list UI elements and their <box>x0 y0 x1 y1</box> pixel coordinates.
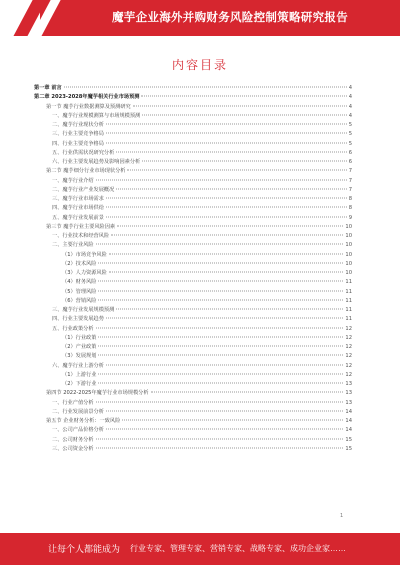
toc-entry-page: 11 <box>345 316 352 323</box>
toc-entry-page: 14 <box>345 427 352 434</box>
toc-entry-page: 10 <box>345 242 352 249</box>
toc-leader-dots <box>106 207 347 208</box>
toc-entry-label: 第四节 2022-2025年魔芋行业市场规模分析 <box>46 390 149 397</box>
toc-entry[interactable] <box>34 306 352 315</box>
toc-entry-page: 4 <box>348 85 352 91</box>
toc-entry[interactable] <box>34 408 352 417</box>
toc-entry[interactable] <box>34 362 352 371</box>
toc-leader-dots <box>116 151 346 152</box>
toc-leader-dots <box>133 105 347 106</box>
toc-entry[interactable] <box>34 84 352 93</box>
toc-entry-label: 第二章 2023-2028年魔芋相关行业市场预测 <box>34 94 140 101</box>
toc-leader-dots <box>109 253 344 254</box>
toc-entry-label: 二、魔芋行业产业发展概况 <box>52 186 115 193</box>
toc-entry-label: 第二节 魔芋细分行业市场现状分析 <box>46 168 126 175</box>
toc-entry-page: 8 <box>348 196 352 202</box>
toc-entry-label: 第三节 魔芋行业主要风险因素 <box>46 223 116 230</box>
toc-leader-dots <box>64 87 347 88</box>
toc-leader-dots <box>96 447 344 448</box>
toc-leader-dots <box>106 216 347 217</box>
toc-entry-page: 4 <box>348 103 352 110</box>
toc-entry-page: 8 <box>348 205 352 212</box>
toc-leader-dots <box>96 244 344 245</box>
toc-entry-page: 7 <box>348 168 352 175</box>
toc-leader-dots <box>106 198 347 199</box>
toc-entry-page: 5 <box>348 131 352 138</box>
toc-entry-page: 12 <box>345 353 352 360</box>
toc-entry[interactable] <box>34 195 352 204</box>
toc-leader-dots <box>98 262 343 263</box>
toc-entry[interactable] <box>34 325 352 334</box>
toc-entry-label: 二、主要行业风险 <box>52 242 94 249</box>
toc-leader-dots <box>122 420 343 421</box>
toc-entry-page: 12 <box>345 371 352 378</box>
toc-entry-page: 6 <box>348 159 352 165</box>
toc-entry-label: （4）财务风险 <box>62 279 97 286</box>
toc-entry[interactable] <box>34 288 352 297</box>
toc-entry-page: 5 <box>348 140 352 147</box>
toc-entry-page: 15 <box>345 445 352 452</box>
toc-entry-label: （1）上游行业 <box>62 371 97 378</box>
toc-leader-dots <box>141 96 346 97</box>
toc-leader-dots <box>96 327 344 328</box>
toc-entry-label: 二、公司财务分析 <box>52 436 94 443</box>
toc-entry-page: 11 <box>345 307 352 313</box>
toc-entry-label: （1）行业政策 <box>62 334 97 341</box>
toc-entry-label: 五、魔芋行业发展前景 <box>52 214 104 221</box>
toc-leader-dots <box>142 161 346 162</box>
page-number: 1 <box>340 513 344 519</box>
toc-entry-page: 10 <box>345 233 352 239</box>
toc-leader-dots <box>96 401 344 402</box>
toc-leader-dots <box>106 318 344 319</box>
toc-entry-page: 10 <box>345 251 352 258</box>
toc-entry-label: 一、公司产品价格分析 <box>52 427 104 434</box>
toc-entry-label: 第一节 魔芋行业数据测算及预测研究 <box>46 103 131 110</box>
toc-entry[interactable] <box>34 223 352 232</box>
report-title: 魔芋企业海外并购财务风险控制策略研究报告 <box>112 12 348 24</box>
toc-leader-dots <box>98 346 343 347</box>
toc-entry[interactable] <box>34 352 352 361</box>
toc-entry[interactable] <box>34 158 352 167</box>
toc-entry[interactable] <box>34 269 352 278</box>
toc-entry-label: 六、魔芋行业上游分析 <box>52 362 104 369</box>
toc-entry-page: 11 <box>345 297 352 304</box>
toc-leader-dots <box>106 429 344 430</box>
toc-entry[interactable] <box>34 130 352 139</box>
toc-entry-label: 四、行业主要竞争格局 <box>52 140 104 147</box>
toc-leader-dots <box>98 355 343 356</box>
table-of-contents <box>34 84 352 454</box>
toc-leader-dots <box>116 188 346 189</box>
toc-leader-dots <box>116 309 343 310</box>
toc-entry[interactable] <box>34 343 352 352</box>
toc-entry[interactable] <box>34 371 352 380</box>
toc-leader-dots <box>106 410 344 411</box>
toc-entry-label: （2）下游行业 <box>62 381 97 387</box>
toc-entry[interactable] <box>34 140 352 149</box>
toc-entry-page: 10 <box>345 223 352 230</box>
toc-entry[interactable] <box>34 112 352 121</box>
toc-entry-page: 11 <box>345 288 352 295</box>
toc-entry-label: 二、魔芋行业现状分析 <box>52 122 104 128</box>
toc-leader-dots <box>98 290 343 291</box>
toc-entry-label: 六、行业主要发展趋势及影响因素分析 <box>52 159 141 165</box>
toc-entry-page: 13 <box>345 390 352 397</box>
toc-entry-label: 三、魔芋行业市场需求 <box>52 196 104 202</box>
toc-entry-label: （3）发展规划 <box>62 353 97 360</box>
toc-entry-page: 10 <box>345 260 352 267</box>
toc-entry-label: （2）技术风险 <box>62 260 97 267</box>
toc-entry-label: （2）产业政策 <box>62 344 97 350</box>
toc-entry[interactable] <box>34 260 352 269</box>
toc-entry[interactable] <box>34 251 352 260</box>
toc-entry[interactable] <box>34 177 352 186</box>
toc-entry-label: 二、行业发展前景分析 <box>52 408 104 415</box>
toc-entry[interactable] <box>34 214 352 223</box>
toc-entry-label: 四、魔芋行业市场供给 <box>52 205 104 212</box>
toc-entry[interactable] <box>34 436 352 445</box>
toc-entry-page: 12 <box>345 325 352 332</box>
toc-entry-label: 三、魔芋行业发展规模预测 <box>52 307 115 313</box>
toc-entry-label: 三、公司资金分析 <box>52 445 94 452</box>
toc-leader-dots <box>98 383 343 384</box>
toc-leader-dots <box>98 299 343 300</box>
toc-entry[interactable] <box>34 103 352 112</box>
toc-entry[interactable] <box>34 232 352 241</box>
toc-entry-page: 6 <box>348 149 352 156</box>
toc-leader-dots <box>98 281 343 282</box>
toc-entry[interactable] <box>34 315 352 324</box>
toc-entry-page: 13 <box>345 399 352 406</box>
toc-leader-dots <box>106 124 347 125</box>
toc-entry[interactable] <box>34 389 352 398</box>
toc-entry[interactable] <box>34 399 352 408</box>
toc-leader-dots <box>127 170 346 171</box>
toc-entry-label: （5）管理风险 <box>62 288 97 295</box>
toc-leader-dots <box>111 235 343 236</box>
toc-leader-dots <box>142 114 346 115</box>
toc-entry-page: 14 <box>345 408 352 415</box>
toc-leader-dots <box>151 392 344 393</box>
toc-leader-dots <box>106 142 347 143</box>
toc-leader-dots <box>106 364 344 365</box>
toc-leader-dots <box>98 336 343 337</box>
toc-entry-page: 13 <box>345 381 352 387</box>
toc-entry-label: （6）营销风险 <box>62 297 97 304</box>
toc-entry[interactable] <box>34 417 352 426</box>
toc-entry-page: 7 <box>348 186 352 193</box>
toc-entry[interactable] <box>34 93 352 102</box>
toc-entry-label: （1）市场竞争风险 <box>62 251 107 258</box>
toc-entry-page: 14 <box>345 418 352 424</box>
toc-entry-label: 一、魔芋行业规模测算与市场规模预测 <box>52 112 141 119</box>
footer-banner <box>0 533 400 565</box>
toc-entry[interactable] <box>34 204 352 213</box>
toc-entry[interactable] <box>34 334 352 343</box>
header-banner <box>0 0 400 36</box>
toc-entry[interactable] <box>34 278 352 287</box>
toc-entry-label: 一、行业技术和经营风险 <box>52 233 110 239</box>
toc-entry-page: 5 <box>348 122 352 128</box>
toc-entry-label: 第五节 企业财务分析：一致风险 <box>46 418 121 424</box>
toc-entry[interactable] <box>34 297 352 306</box>
toc-entry[interactable] <box>34 186 352 195</box>
toc-entry[interactable] <box>34 380 352 389</box>
toc-heading: 内容目录 <box>171 58 228 72</box>
toc-entry-page: 12 <box>345 334 352 341</box>
toc-entry-label: （3）人力资源风险 <box>62 270 107 276</box>
toc-entry-page: 4 <box>348 94 352 101</box>
toc-entry-page: 4 <box>348 112 352 119</box>
toc-entry-page: 12 <box>345 362 352 369</box>
toc-leader-dots <box>98 373 343 374</box>
toc-entry-page: 12 <box>345 344 352 350</box>
toc-entry-page: 9 <box>348 214 352 221</box>
footer-slogan: 让每个人都能成为 <box>48 544 121 554</box>
toc-leader-dots <box>96 438 344 439</box>
toc-entry-label: 四、行业主要发展趋势 <box>52 316 104 323</box>
toc-entry-page: 10 <box>345 270 352 276</box>
toc-leader-dots <box>109 272 344 273</box>
toc-entry-label: 五、行业供需状况研究分析 <box>52 149 115 156</box>
toc-entry-page: 7 <box>348 177 352 184</box>
toc-entry-page: 11 <box>345 279 352 286</box>
footer-tagline: 行业专家、管理专家、营销专家、战略专家、成功企业家…… <box>130 544 346 553</box>
toc-entry[interactable] <box>34 445 352 454</box>
toc-entry[interactable] <box>34 121 352 130</box>
toc-leader-dots <box>106 133 347 134</box>
toc-entry-label: 一、行业产值分析 <box>52 399 94 406</box>
toc-leader-dots <box>96 179 347 180</box>
toc-entry-label: 三、行业主要竞争格局 <box>52 131 104 138</box>
toc-entry-label: 第一章 前言 <box>34 85 62 91</box>
toc-entry-page: 15 <box>345 436 352 443</box>
toc-entry-label: 一、魔芋行业介绍 <box>52 177 94 184</box>
toc-entry[interactable] <box>34 241 352 250</box>
toc-entry-label: 五、行业政策分析 <box>52 325 94 332</box>
toc-entry[interactable] <box>34 167 352 176</box>
toc-leader-dots <box>117 225 343 226</box>
toc-entry[interactable] <box>34 426 352 435</box>
toc-entry[interactable] <box>34 149 352 158</box>
